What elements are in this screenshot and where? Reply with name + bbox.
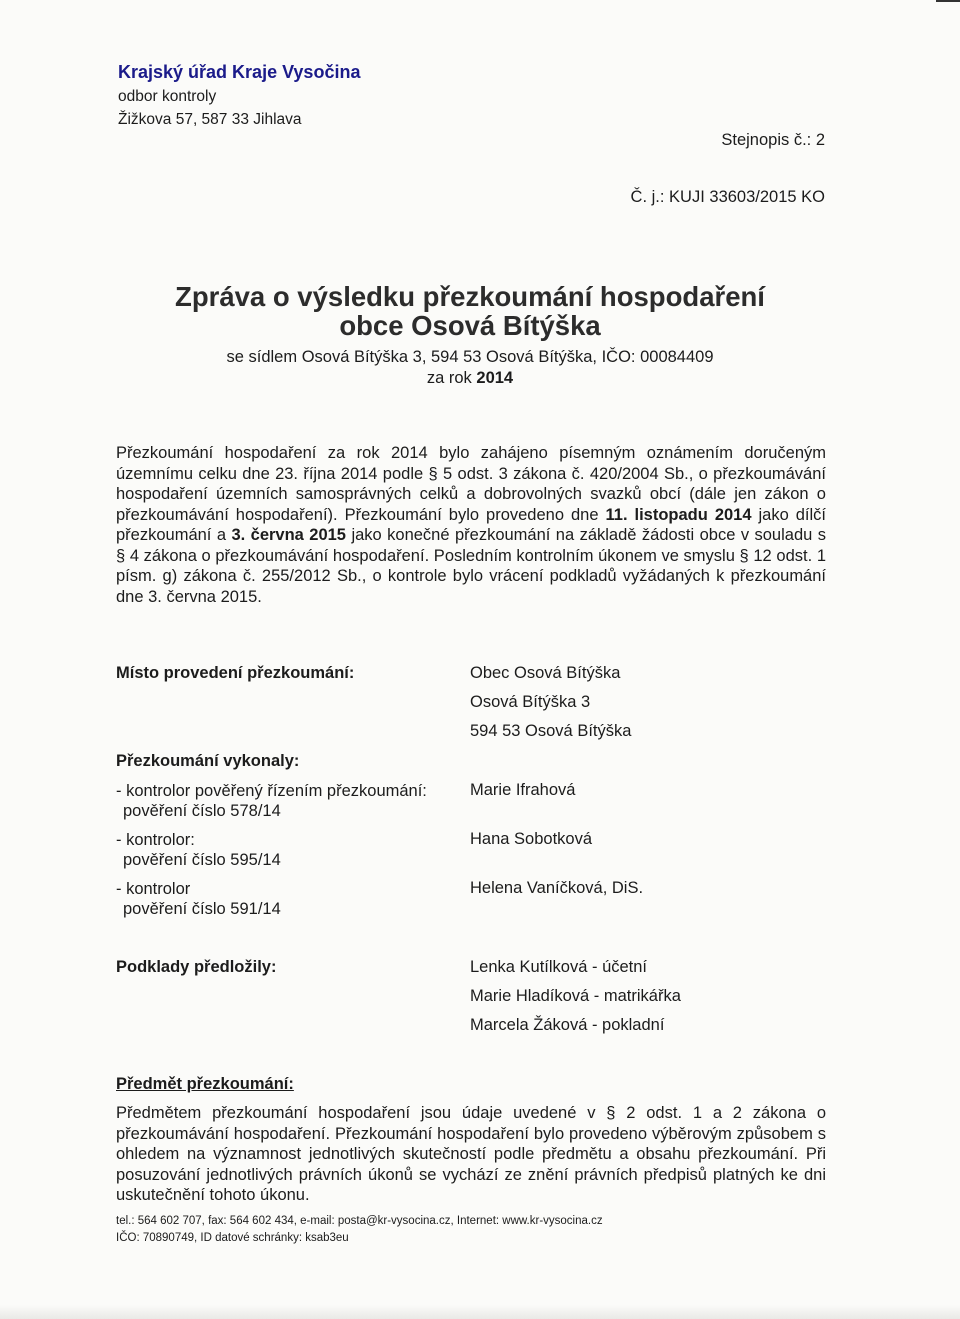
footer-ids: IČO: 70890749, ID datové schránky: ksab3eu xyxy=(116,1232,349,1244)
subject-seat: se sídlem Osová Bítýška 3, 594 53 Osová Bítýška, IČO: 00084409 xyxy=(226,348,714,366)
footer-contact: tel.: 564 602 707, fax: 564 602 434, e-mail: posta@kr-vysocina.cz, Internet: www.kr-vysocina.cz xyxy=(116,1215,603,1227)
inspector-role: - kontrolor: xyxy=(116,831,195,849)
reference-number: Č. j.: KUJI 33603/2015 KO xyxy=(630,188,825,206)
document-provider: Lenka Kutílková - účetní xyxy=(470,958,648,976)
document-provider: Marcela Žáková - pokladní xyxy=(470,1016,665,1034)
inspector-name: Helena Vaníčková, DiS. xyxy=(470,879,644,897)
report-title-line2: obce Osová Bítýška xyxy=(339,310,601,341)
report-year xyxy=(0,369,940,388)
place-line1: Obec Osová Bítýška xyxy=(470,664,621,682)
document-provider: Marie Hladíková - matrikářka xyxy=(470,987,681,1005)
inspector-authorization: pověření číslo 595/14 xyxy=(123,851,281,869)
copy-number: Stejnopis č.: 2 xyxy=(721,131,825,149)
place-line2: Osová Bítýška 3 xyxy=(470,693,591,711)
intro-date-final: 3. června 2015 xyxy=(231,526,346,544)
issuer-address: Žižkova 57, 587 33 Jihlava xyxy=(118,111,302,128)
subject-paragraph: Předmětem přezkoumání hospodaření jsou údaje uvedené v § 2 odst. 1 a 2 zákona o přezkoumávání hospodaření. Přezkoumání hospodaření bylo provedeno výběrovým způsobem s ohledem na významnost jednotlivých skutečností podle předmětu a obsahu přezkoumání. Při posuzování jednotlivých právních úkonů se vychází ze znění právních předpisů platných ke dni uskutečnění tohoto úkonu. xyxy=(116,1104,826,1204)
documents-label: Podklady předložily: xyxy=(116,958,277,976)
report-title-line1: Zpráva o výsledku přezkoumání hospodaření xyxy=(175,281,765,312)
inspector-name: Marie Ifrahová xyxy=(470,781,576,799)
inspectors-label: Přezkoumání vykonaly: xyxy=(116,752,300,770)
issuer-department: odbor kontroly xyxy=(118,88,217,105)
report-year-value: 2014 xyxy=(476,369,514,387)
scan-edge-mark xyxy=(936,0,960,2)
intro-text-2: jako dílčí přezkoumání a xyxy=(116,505,827,544)
intro-date-partial: 11. listopadu 2014 xyxy=(605,505,752,524)
subject-heading: Předmět přezkoumání: xyxy=(116,1075,294,1093)
inspector-authorization: pověření číslo 591/14 xyxy=(123,900,281,918)
intro-text-3: jako konečné přezkoumání na základě žádosti obce v souladu s § 4 zákona o přezkoumávání hospodaření. Posledním kontrolním úkonem ve smyslu § 12 odst. 1 písm. g) zákona č. 255/2012 Sb., o kontrole bylo vrácení podkladů vyžádaných k přezkoumání dne 3. června 2015. xyxy=(116,526,826,606)
inspector-authorization: pověření číslo 578/14 xyxy=(123,802,281,820)
inspector-role: - kontrolor pověřený řízením přezkoumání: xyxy=(116,782,427,800)
report-year-prefix: za rok xyxy=(426,369,477,387)
place-label: Místo provedení přezkoumání: xyxy=(116,664,355,682)
inspector-name: Hana Sobotková xyxy=(470,830,593,848)
intro-paragraph xyxy=(116,443,826,607)
scan-bottom-edge xyxy=(0,1305,960,1319)
issuer-organization: Krajský úřad Kraje Vysočina xyxy=(118,62,361,82)
intro-text-1: Přezkoumání hospodaření za rok 2014 bylo zahájeno písemným oznámením doručeným územnímu celku dne 23. října 2014 podle § 5 odst. 3 zákona č. 420/2004 Sb., o přezkoumávání hospodaření územních samosprávných celků a dobrovolných svazků obcí (dále jen zákon o přezkoumávání hospodaření). Přezkoumání bylo provedeno dne xyxy=(116,444,826,524)
place-line3: 594 53 Osová Bítýška xyxy=(470,722,632,740)
inspector-role: - kontrolor xyxy=(116,880,191,898)
